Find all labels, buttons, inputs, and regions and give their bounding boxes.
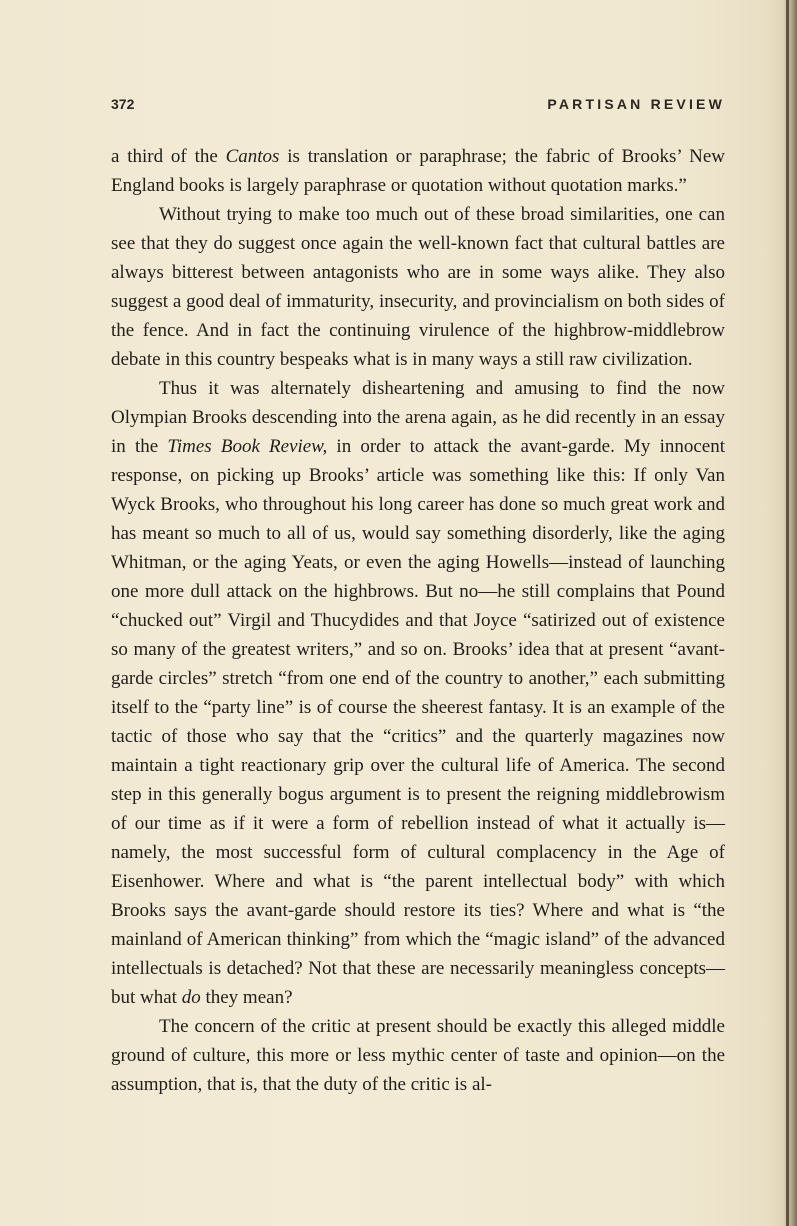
page-number: 372 [111, 96, 135, 112]
italic-title-times-book-review: Times Book Review, [167, 436, 328, 457]
paragraph-4 [111, 1012, 725, 1099]
text-segment: they mean? [200, 987, 293, 1008]
paragraph-1 [111, 142, 725, 200]
text-segment: a third of the [111, 146, 226, 167]
italic-emphasis-do: do [181, 987, 201, 1008]
text-segment: Without trying to make too much out of these broad similarities, one can see that they do suggest once again the well-known fact that cultural battles are always bitterest between antagonists who are in some ways alike. They also suggest a good deal of immaturity, insecurity, and provincialism on both sides of the fence. And in fact the continuing virulence of the highbrow-middlebrow debate in this country bespeaks what is in many ways a still raw civilization. [111, 204, 725, 370]
body-text [111, 142, 725, 1099]
paragraph-3 [111, 374, 725, 1012]
text-segment: Thus it was alternately disheartening and amusing to find the now Olympian Brooks descending into the arena again, as he did recently in an essay in the [111, 378, 725, 457]
text-segment: is translation or paraphrase; the fabric of Brooks’ New England books is largely paraphrase or quotation without quotation marks.” [111, 146, 725, 196]
text-segment: The concern of the critic at present should be exactly this alleged middle ground of culture, this more or less mythic center of taste and opinion—on the assumption, that is, that the duty of the critic is al- [111, 1016, 725, 1095]
paragraph-2 [111, 200, 725, 374]
page-header [111, 96, 725, 120]
spine-edge [786, 0, 789, 1226]
italic-title-cantos: Cantos [225, 146, 280, 167]
running-head: PARTISAN REVIEW [547, 96, 725, 112]
text-segment: in order to attack the avant-garde. My innocent response, on picking up Brooks’ article was something like this: If only Van Wyck Brooks, who throughout his long career has done so much great work and has meant so much to all of us, would say something disorderly, like the aging Whitman, or the aging Yeats, or even the aging Howells—instead of launching one more dull attack on the highbrows. But no—he still complains that Pound “chucked out” Virgil and Thucydides and that Joyce “satirized out of existence so many of the greatest writers,” and so on. Brooks’ idea that at present “avant-garde circles” stretch “from one end of the country to another,” each submitting itself to the “party line” is of course the sheerest fantasy. It is an example of the tactic of those who say that the “critics” and the quarterly magazines now maintain a tight reactionary grip over the cultural life of America. The second step in this generally bogus argument is to present the reigning middlebrowism of our time as if it were a form of rebellion instead of what it actually is—namely, the most successful form of cultural complacency in the Age of Eisenhower. Where and what is “the parent intellectual body” with which Brooks says the avant-garde should restore its ties? Where and what is “the mainland of American thinking” from which the “magic island” of the advanced intellectuals is detached? Not that these are necessarily meaningless concepts—but what [111, 436, 725, 1008]
